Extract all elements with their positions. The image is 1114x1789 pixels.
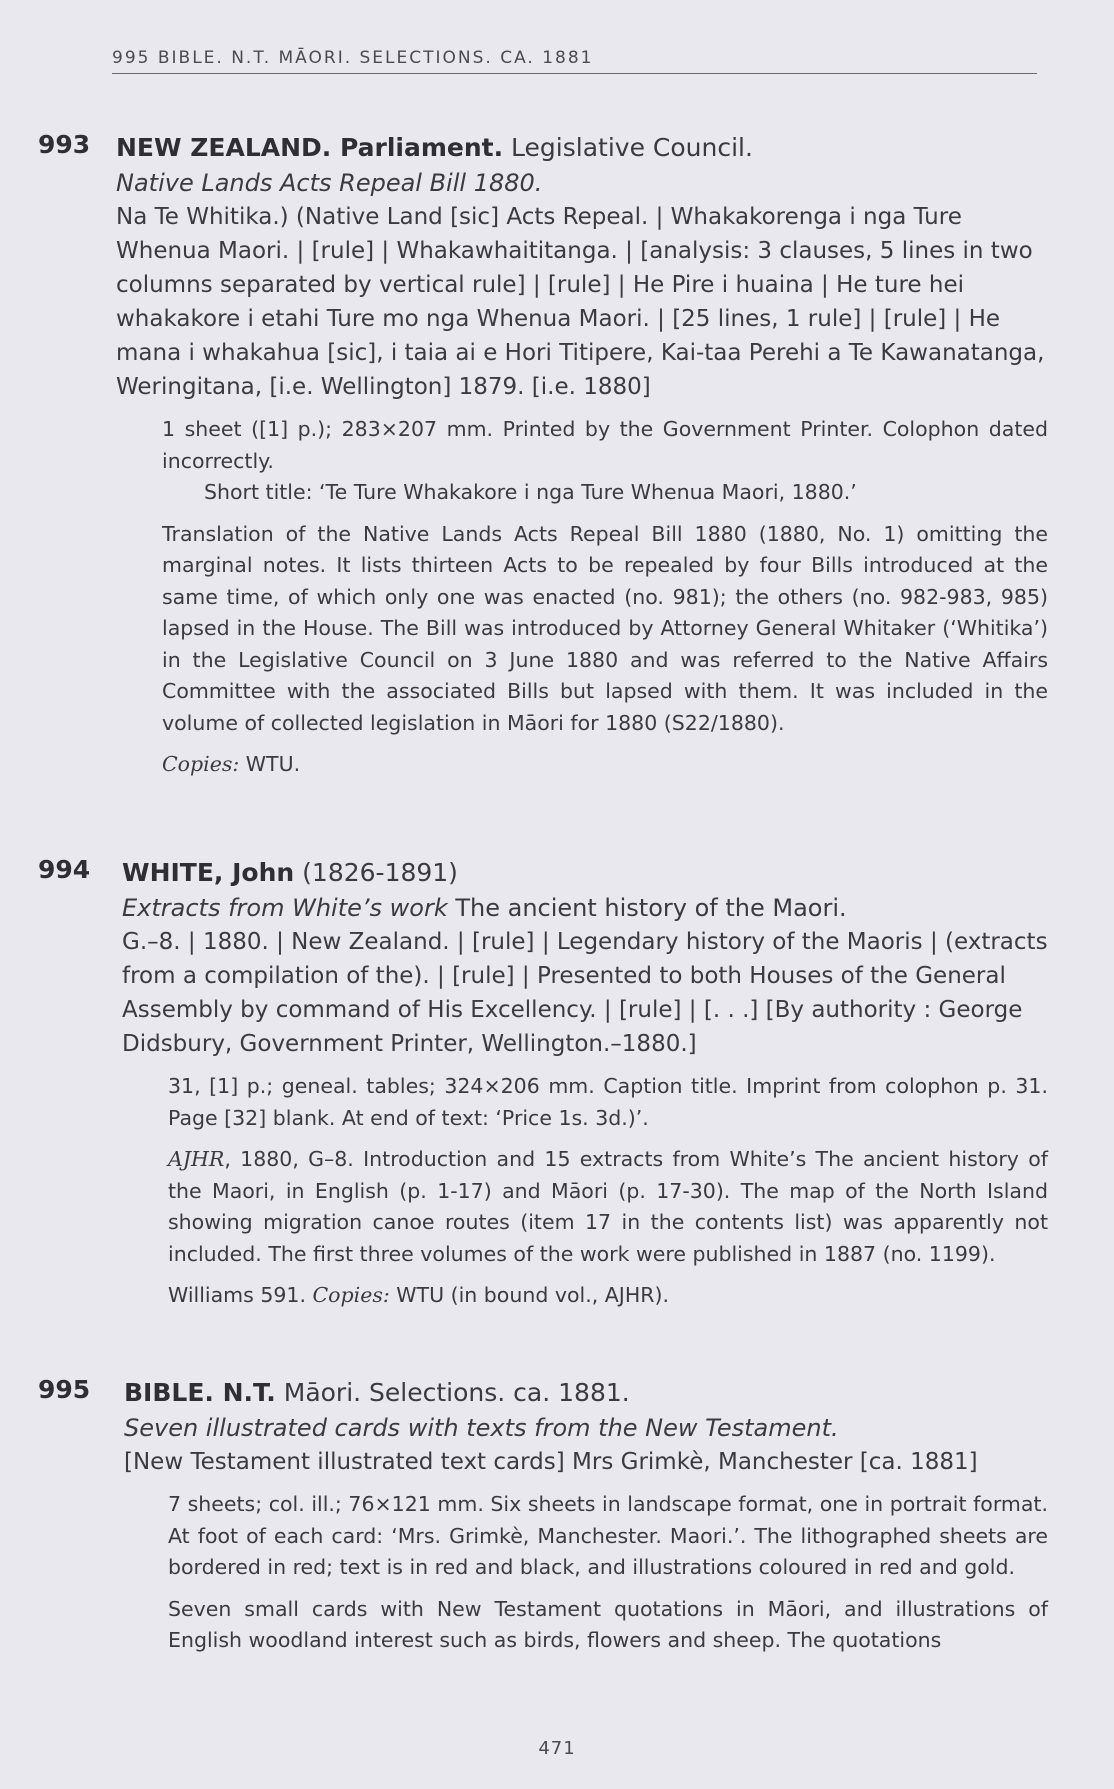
entry-transcription: Na Te Whitika.) (Native Land [sic] Acts Repeal. | Whakakorenga i nga Ture Whenua Maori. | [rule] | Whakawhaititanga. | [analysis: 3 clauses, 5 lines in two columns separated by vertical rule] | [rule] | He Pire i huaina | He ture hei whakakore i etahi Ture mo nga Whenua Maori. | [25 lines, 1 rule] | [rule] | He mana i whakahua [sic], i taia ai e Hori Titipere, Kai-taa Perehi a Te Kawanatanga, Weringitana, [i.e. Wellington] 1879. [i.e. 1880] [116, 204, 1045, 400]
heading-bold: NEW ZEALAND. Parliament. [116, 133, 504, 162]
copies-value: WTU. [239, 752, 301, 776]
entry-body [168, 1489, 1048, 1657]
collation: 31, [1] p.; geneal. tables; 324×206 mm. Caption title. Imprint from colophon p. 31. Page [32] blank. At end of text: ‘Price 1s. 3d.)’. [168, 1074, 1048, 1130]
entry-title [122, 891, 1048, 925]
heading-rest: (1826-1891) [294, 858, 458, 887]
entry-heading [122, 855, 1048, 891]
entry-title: Seven illustrated cards with texts from the New Testament. [124, 1414, 839, 1442]
copies-label: Copies: [312, 1283, 390, 1307]
refs-text: Williams 591. [168, 1283, 313, 1307]
heading-rest: Legislative Council. [503, 133, 753, 162]
entry-transcription: [New Testament illustrated text cards] Mrs Grimkè, Manchester [ca. 1881] [124, 1449, 978, 1475]
heading-bold: WHITE, John [122, 858, 295, 887]
entry-title: Native Lands Acts Repeal Bill 1880. [116, 169, 543, 197]
title-italic: Extracts from White’s work [122, 894, 448, 922]
note: Translation of the Native Lands Acts Repeal Bill 1880 (1880, No. 1) omitting the marginal notes. It lists thirteen Acts to be repealed by four Bills introduced at the same time, of which only one was enacted (no. 981); the others (no. 982-983, 985) lapsed in the House. The Bill was introduced by Attorney General Whitaker (‘Whitika’) in the Legislative Council on 3 June 1880 and was referred to the Native Affairs Committee with the associated Bills but lapsed with them. It was included in the volume of collected legislation in Māori for 1880 (S22/1880). [162, 521, 1048, 735]
note-prefix: AJHR [168, 1147, 225, 1171]
copies-value: WTU (in bound vol., AJHR). [389, 1283, 670, 1307]
entry-number: 994 [38, 855, 91, 884]
entry-body [162, 414, 1048, 781]
entry-994 [38, 855, 1048, 1322]
copies-label: Copies: [162, 752, 240, 776]
entry-body [168, 1071, 1048, 1312]
entry-transcription: G.–8. | 1880. | New Zealand. | [rule] | Legendary history of the Maoris | (extracts from a compilation of the). | [rule] | Presented to both Houses of the General Assembly by command of His Excellency. | [rule] | [. . .] [By authority : George Didsbury, Government Printer, Wellington.–1880.] [122, 929, 1048, 1057]
entry-heading [124, 1375, 1048, 1411]
collation: 1 sheet ([1] p.); 283×207 mm. Printed by the Government Printer. Colophon dated incorrectly. [162, 417, 1048, 473]
short-title: Short title: ‘Te Ture Whakakore i nga Ture Whenua Maori, 1880.’ [204, 480, 857, 504]
title-rest: The ancient history of the Maori. [447, 894, 847, 922]
refs [168, 1280, 1048, 1312]
running-head: 995 BIBLE. N.T. MĀORI. SELECTIONS. CA. 1881 [112, 48, 1037, 74]
heading-bold: BIBLE. N.T. [124, 1378, 276, 1407]
entry-number: 993 [38, 130, 91, 159]
entry-993 [38, 130, 1048, 791]
entry-995 [38, 1375, 1048, 1667]
entry-number: 995 [38, 1375, 91, 1404]
note-text: , 1880, G–8. Introduction and 15 extracts from White’s The ancient history of the Maori, in English (p. 1-17) and Māori (p. 17-30). The map of the North Island showing migration canoe routes (item 17 in the contents list) was apparently not included. The first three volumes of the work were published in 1887 (no. 1199). [168, 1147, 1048, 1266]
copies [162, 749, 1048, 781]
heading-rest: Māori. Selections. ca. 1881. [275, 1378, 630, 1407]
page-number: 471 [538, 1738, 576, 1759]
note: Seven small cards with New Testament quotations in Māori, and illustrations of English woodland interest such as birds, flowers and sheep. The quotations [168, 1596, 1048, 1652]
entry-heading [116, 130, 1048, 166]
note [168, 1144, 1048, 1270]
collation: 7 sheets; col. ill.; 76×121 mm. Six sheets in landscape format, one in portrait format. At foot of each card: ‘Mrs. Grimkè, Manchester. Maori.’. The lithographed sheets are bordered in red; text is in red and black, and illustrations coloured in red and gold. [168, 1492, 1048, 1579]
